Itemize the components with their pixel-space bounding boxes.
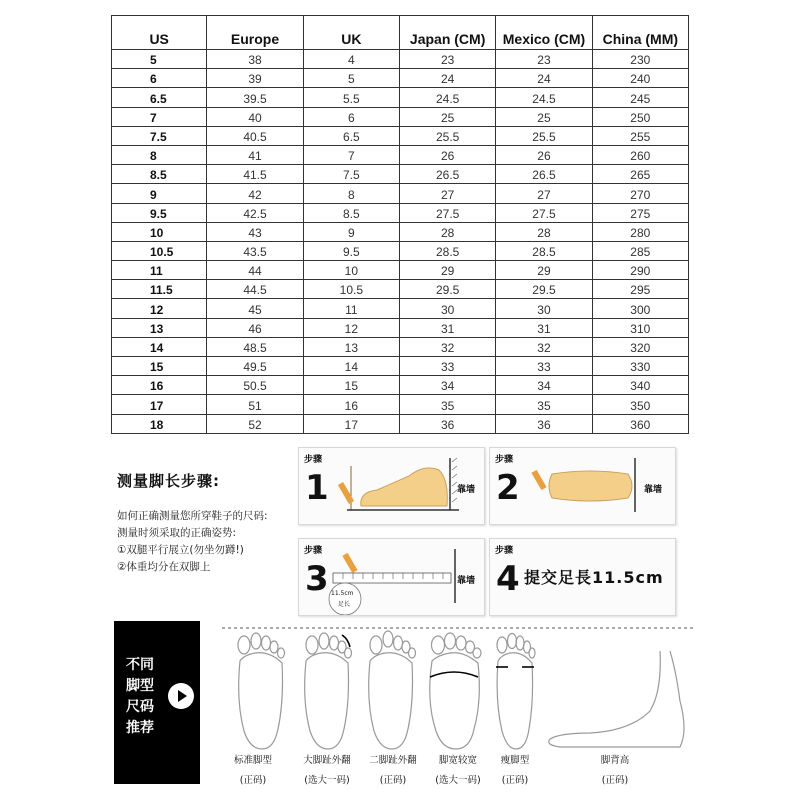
table-cell: 5.5 (303, 88, 399, 107)
table-cell: 34 (496, 376, 592, 395)
table-row (112, 50, 689, 69)
table-cell: 275 (592, 203, 688, 222)
step-card-1 (298, 447, 485, 525)
table-cell: 29.5 (496, 280, 592, 299)
table-cell: 43 (207, 222, 303, 241)
foot-type-advice-6: (正码) (601, 775, 629, 786)
table-cell: 27.5 (496, 203, 592, 222)
foot-type-name-6: 脚背高 (600, 755, 630, 766)
table-cell: 29 (496, 261, 592, 280)
step-card-3 (298, 538, 485, 616)
table-cell: 7 (112, 107, 207, 126)
table-cell: 35 (399, 395, 495, 414)
table-cell: 39 (207, 69, 303, 88)
foot-type-name-3: 二脚趾外翻 (369, 755, 417, 766)
table-cell: 11.5 (112, 280, 207, 299)
table-cell: 5 (303, 69, 399, 88)
table-cell: 30 (496, 299, 592, 318)
table-row (112, 414, 689, 433)
play-icon[interactable] (168, 683, 194, 709)
table-cell: 30 (399, 299, 495, 318)
table-cell: 25.5 (399, 126, 495, 145)
table-cell: 23 (496, 50, 592, 69)
table-cell: 24.5 (496, 88, 592, 107)
table-cell: 260 (592, 145, 688, 164)
column-header-us: US (112, 16, 207, 50)
column-header-japan: Japan (CM) (399, 16, 495, 50)
table-cell: 28 (496, 222, 592, 241)
table-cell: 16 (303, 395, 399, 414)
column-header-europe: Europe (207, 16, 303, 50)
table-cell: 13 (303, 337, 399, 356)
table-cell: 9.5 (112, 203, 207, 222)
table-row (112, 261, 689, 280)
table-cell: 265 (592, 165, 688, 184)
table-cell: 49.5 (207, 357, 303, 376)
table-cell: 24 (399, 69, 495, 88)
foot-types-area (210, 621, 698, 791)
table-cell: 32 (399, 337, 495, 356)
ruler-label: 11.5cm (331, 590, 354, 597)
table-cell: 360 (592, 414, 688, 433)
table-cell: 11 (112, 261, 207, 280)
table-cell: 6.5 (112, 88, 207, 107)
table-cell: 17 (303, 414, 399, 433)
table-cell: 4 (303, 50, 399, 69)
foot-type-name-4: 脚宽较宽 (438, 755, 477, 766)
table-cell: 10 (112, 222, 207, 241)
table-cell: 15 (303, 376, 399, 395)
table-cell: 8.5 (303, 203, 399, 222)
table-cell: 39.5 (207, 88, 303, 107)
table-cell: 270 (592, 184, 688, 203)
step-label: 步骤 (495, 546, 514, 556)
table-cell: 40 (207, 107, 303, 126)
table-cell: 10.5 (112, 241, 207, 260)
table-cell: 26.5 (496, 165, 592, 184)
measure-instruction-2: 测量时须采取的正确姿势: (117, 527, 237, 539)
table-cell: 8 (303, 184, 399, 203)
size-table-body (112, 50, 689, 434)
table-cell: 14 (303, 357, 399, 376)
table-cell: 10.5 (303, 280, 399, 299)
table-cell: 9 (303, 222, 399, 241)
table-cell: 290 (592, 261, 688, 280)
table-cell: 17 (112, 395, 207, 414)
foot-type-advice-4: (选大一码) (435, 775, 481, 786)
wall-label: 靠墙 (644, 485, 663, 495)
table-cell: 7.5 (303, 165, 399, 184)
table-cell: 5 (112, 50, 207, 69)
table-cell: 7.5 (112, 126, 207, 145)
foot-type-advice-1: (正码) (239, 775, 267, 786)
table-cell: 45 (207, 299, 303, 318)
table-cell: 16 (112, 376, 207, 395)
foot-type-advice-5: (正码) (501, 775, 529, 786)
table-cell: 24.5 (399, 88, 495, 107)
table-row (112, 126, 689, 145)
table-cell: 11 (303, 299, 399, 318)
table-cell: 24 (496, 69, 592, 88)
foot-type-advice-3: (正码) (379, 775, 407, 786)
ruler-sub-label: 足长 (338, 601, 351, 608)
step-number: 2 (496, 468, 520, 508)
table-cell: 26.5 (399, 165, 495, 184)
table-cell: 330 (592, 357, 688, 376)
foot-types-panel-text: 不同脚型尺码推荐 (126, 657, 154, 736)
foot-type-name-1: 标准脚型 (233, 755, 272, 766)
table-cell: 14 (112, 337, 207, 356)
table-row (112, 241, 689, 260)
table-cell: 31 (399, 318, 495, 337)
table-row (112, 357, 689, 376)
table-cell: 310 (592, 318, 688, 337)
table-cell: 36 (399, 414, 495, 433)
table-cell: 41 (207, 145, 303, 164)
table-row (112, 69, 689, 88)
table-cell: 51 (207, 395, 303, 414)
table-row (112, 318, 689, 337)
table-cell: 285 (592, 241, 688, 260)
table-cell: 50.5 (207, 376, 303, 395)
table-cell: 26 (399, 145, 495, 164)
table-cell: 13 (112, 318, 207, 337)
table-cell: 40.5 (207, 126, 303, 145)
table-cell: 42.5 (207, 203, 303, 222)
table-cell: 10 (303, 261, 399, 280)
step-number: 1 (305, 468, 329, 508)
table-cell: 350 (592, 395, 688, 414)
table-cell: 8.5 (112, 165, 207, 184)
table-cell: 12 (112, 299, 207, 318)
column-header-china: China (MM) (592, 16, 688, 50)
step-card-4 (489, 538, 676, 616)
table-cell: 15 (112, 357, 207, 376)
table-row (112, 280, 689, 299)
table-cell: 12 (303, 318, 399, 337)
table-cell: 29 (399, 261, 495, 280)
table-row (112, 337, 689, 356)
measure-instruction-4: ②体重均分在双脚上 (117, 561, 211, 573)
step-label: 步骤 (495, 455, 514, 465)
step-number: 3 (305, 559, 329, 599)
table-cell: 44 (207, 261, 303, 280)
foot-type-advice-2: (选大一码) (304, 775, 350, 786)
table-cell: 26 (496, 145, 592, 164)
table-cell: 46 (207, 318, 303, 337)
table-cell: 280 (592, 222, 688, 241)
table-cell: 28 (399, 222, 495, 241)
table-cell: 27 (399, 184, 495, 203)
measure-instruction-1: 如何正确测量您所穿鞋子的尺码: (117, 510, 268, 522)
table-cell: 8 (112, 145, 207, 164)
table-cell: 25 (399, 107, 495, 126)
table-cell: 340 (592, 376, 688, 395)
table-cell: 41.5 (207, 165, 303, 184)
table-cell: 295 (592, 280, 688, 299)
table-cell: 6 (112, 69, 207, 88)
table-cell: 18 (112, 414, 207, 433)
table-cell: 320 (592, 337, 688, 356)
table-row (112, 222, 689, 241)
table-cell: 6.5 (303, 126, 399, 145)
table-cell: 230 (592, 50, 688, 69)
table-row (112, 376, 689, 395)
table-cell: 250 (592, 107, 688, 126)
table-cell: 42 (207, 184, 303, 203)
measure-title: 测量脚长步骤: (117, 472, 220, 490)
table-row (112, 145, 689, 164)
table-cell: 44.5 (207, 280, 303, 299)
table-cell: 36 (496, 414, 592, 433)
table-cell: 23 (399, 50, 495, 69)
table-cell: 7 (303, 145, 399, 164)
table-cell: 38 (207, 50, 303, 69)
table-header-row (112, 16, 689, 50)
table-cell: 52 (207, 414, 303, 433)
wall-label: 靠墙 (457, 485, 476, 495)
table-cell: 245 (592, 88, 688, 107)
table-cell: 6 (303, 107, 399, 126)
table-cell: 35 (496, 395, 592, 414)
foot-type-name-2: 大脚趾外翻 (303, 755, 351, 766)
table-cell: 25 (496, 107, 592, 126)
step-label: 步骤 (304, 546, 323, 556)
table-cell: 33 (496, 357, 592, 376)
table-row (112, 184, 689, 203)
table-cell: 9.5 (303, 241, 399, 260)
foot-type-name-5: 瘦脚型 (500, 755, 530, 766)
table-cell: 43.5 (207, 241, 303, 260)
table-cell: 33 (399, 357, 495, 376)
table-cell: 240 (592, 69, 688, 88)
foot-outlines (210, 621, 698, 761)
step-number: 4 (496, 559, 520, 599)
wall-label: 靠墙 (457, 576, 476, 586)
table-cell: 27.5 (399, 203, 495, 222)
table-cell: 28.5 (496, 241, 592, 260)
table-row (112, 165, 689, 184)
size-conversion-table (111, 15, 689, 434)
step-label: 步骤 (304, 455, 323, 465)
table-cell: 29.5 (399, 280, 495, 299)
table-cell: 34 (399, 376, 495, 395)
foot-types-panel (114, 621, 200, 784)
table-cell: 300 (592, 299, 688, 318)
table-cell: 28.5 (399, 241, 495, 260)
measure-instruction-3: ①双腿平行展立(勿坐勿蹲!) (117, 544, 244, 556)
table-cell: 31 (496, 318, 592, 337)
table-row (112, 299, 689, 318)
table-cell: 25.5 (496, 126, 592, 145)
table-cell: 32 (496, 337, 592, 356)
step-card-2 (489, 447, 676, 525)
table-row (112, 107, 689, 126)
table-cell: 255 (592, 126, 688, 145)
table-cell: 9 (112, 184, 207, 203)
table-row (112, 88, 689, 107)
column-header-mexico: Mexico (CM) (496, 16, 592, 50)
submit-length-text: 提交足長11.5cm (524, 568, 664, 587)
column-header-uk: UK (303, 16, 399, 50)
table-row (112, 395, 689, 414)
table-cell: 48.5 (207, 337, 303, 356)
table-row (112, 203, 689, 222)
table-cell: 27 (496, 184, 592, 203)
